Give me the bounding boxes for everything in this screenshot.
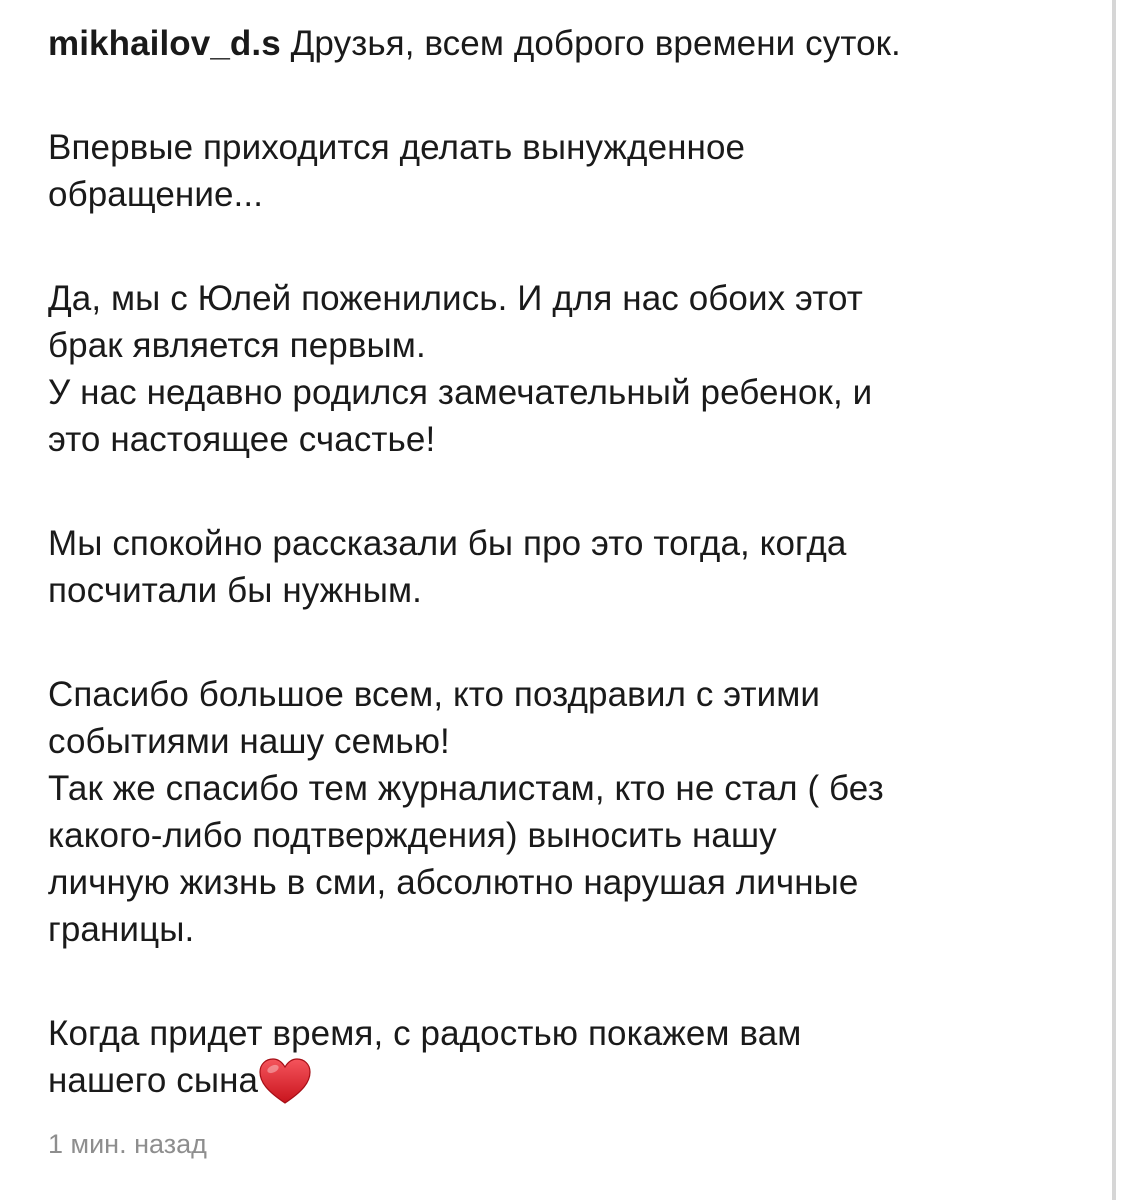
caption-line: Мы спокойно рассказали бы про это тогда, когда (48, 524, 847, 563)
post-timestamp: 1 мин. назад (48, 1129, 207, 1159)
caption-line: посчитали бы нужным. (48, 571, 422, 610)
caption-line: нашего сына (48, 1061, 259, 1100)
heart-icon (258, 1058, 312, 1106)
caption-line: границы. (48, 910, 195, 949)
caption-last-line (48, 1057, 1088, 1106)
caption-line: Когда придет время, с радостью покажем вам (48, 1014, 802, 1053)
caption-line: Спасибо большое всем, кто поздравил с этими (48, 675, 821, 714)
caption-line: брак является первым. (48, 326, 426, 365)
scrollbar[interactable] (1112, 0, 1116, 1200)
username-link[interactable]: mikhailov_d.s (48, 24, 281, 63)
caption-line: какого-либо подтверждения) выносить нашу (48, 816, 777, 855)
caption-line: У нас недавно родился замечательный ребенок, и (48, 373, 873, 412)
greeting-text: Друзья, всем доброго времени суток. (290, 24, 901, 63)
caption-line: обращение... (48, 175, 264, 214)
caption-line: Да, мы с Юлей поженились. И для нас обоих этот (48, 279, 863, 318)
caption-line: личную жизнь в сми, абсолютно нарушая личные (48, 863, 859, 902)
caption-line: Впервые приходится делать вынужденное (48, 128, 746, 167)
post-caption (48, 20, 1088, 1106)
caption-line: Так же спасибо тем журналистам, кто не стал ( без (48, 769, 884, 808)
caption-line: событиями нашу семью! (48, 722, 450, 761)
caption-first-line (48, 20, 1088, 67)
caption-line: это настоящее счастье! (48, 420, 436, 459)
